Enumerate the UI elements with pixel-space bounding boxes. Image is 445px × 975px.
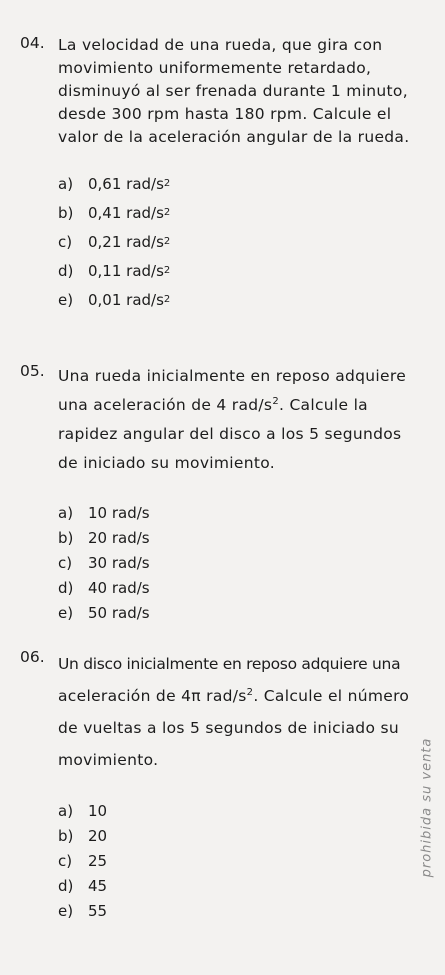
question-line: desde 300 rpm hasta 180 rpm. Calcule el [58, 105, 392, 123]
option-value: 0,11 rad/s [88, 261, 164, 280]
option-letter: a) [58, 174, 74, 193]
option-value: 20 [88, 826, 108, 845]
answer-options [58, 169, 420, 314]
option-value: 20 rad/s [88, 528, 150, 547]
answer-options [58, 500, 420, 625]
question-06 [20, 648, 420, 923]
option-letter: d) [58, 261, 74, 280]
question-line-part: aceleración de 4π rad/s [58, 687, 247, 705]
option-value: 50 rad/s [88, 603, 150, 622]
exponent: 2 [272, 395, 279, 407]
option-letter: e) [58, 290, 74, 309]
option-c[interactable] [58, 550, 420, 575]
option-b[interactable] [58, 525, 420, 550]
option-value: 55 [88, 901, 108, 920]
option-d[interactable] [58, 873, 420, 898]
question-line: de iniciado su movimiento. [58, 454, 275, 472]
question-line [58, 391, 420, 420]
question-line: Un disco inicialmente en reposo adquiere una [58, 655, 401, 673]
option-d[interactable] [58, 575, 420, 600]
option-letter: d) [58, 578, 74, 597]
option-value: 10 [88, 801, 108, 820]
option-letter: a) [58, 503, 74, 522]
question-line: Una rueda inicialmente en reposo adquiere [58, 367, 407, 385]
option-e[interactable] [58, 898, 420, 923]
option-value: 25 [88, 851, 108, 870]
option-value: 0,41 rad/s [88, 203, 164, 222]
question-number: 06. [20, 648, 45, 666]
question-number: 04. [20, 34, 45, 52]
option-a[interactable]: a) 0,61 rad/s 2 [58, 174, 171, 193]
option-letter: b) [58, 826, 74, 845]
option-value: 30 rad/s [88, 553, 150, 572]
question-line: disminuyó al ser frenada durante 1 minuto, [58, 82, 408, 100]
option-d[interactable]: d) 0,11 rad/s 2 [58, 261, 171, 280]
exponent: 2 [246, 686, 254, 698]
option-letter: d) [58, 876, 74, 895]
option-letter: b) [58, 528, 74, 547]
option-letter: a) [58, 801, 74, 820]
question-number: 05. [20, 362, 45, 380]
option-letter: e) [58, 901, 74, 920]
option-letter: c) [58, 232, 73, 251]
option-a[interactable] [58, 798, 420, 823]
question-text [58, 34, 420, 149]
question-line-part: una aceleración de 4 rad/s [58, 396, 273, 414]
option-value: 45 [88, 876, 108, 895]
question-text [58, 648, 420, 776]
option-value: 10 rad/s [88, 503, 150, 522]
question-text [58, 362, 420, 478]
question-line: movimiento. [58, 751, 159, 769]
option-a[interactable] [58, 500, 420, 525]
option-e[interactable]: e) 0,01 rad/s 2 [58, 290, 171, 309]
option-value: 0,21 rad/s [88, 232, 164, 251]
option-value: 0,61 rad/s [88, 174, 164, 193]
option-value: 40 rad/s [88, 578, 150, 597]
option-letter: c) [58, 851, 73, 870]
question-line: rapidez angular del disco a los 5 segundos [58, 425, 402, 443]
answer-options [58, 798, 420, 923]
question-04 [20, 34, 420, 314]
question-line: de vueltas a los 5 segundos de iniciado su [58, 719, 399, 737]
option-value: 0,01 rad/s [88, 290, 164, 309]
option-letter: b) [58, 203, 74, 222]
option-letter: e) [58, 603, 74, 622]
question-line: movimiento uniformemente retardado, [58, 59, 372, 77]
question-line [58, 680, 420, 712]
question-line: valor de la aceleración angular de la rueda. [58, 128, 410, 146]
option-e[interactable] [58, 600, 420, 625]
question-line-part: . Calcule el número [253, 687, 410, 705]
watermark: prohibida su venta [419, 737, 435, 878]
question-line-part: . Calcule la [278, 396, 368, 414]
option-letter: c) [58, 553, 73, 572]
question-05 [20, 362, 420, 625]
question-line: La velocidad de una rueda, que gira con [58, 36, 383, 54]
option-b[interactable] [58, 823, 420, 848]
option-b[interactable]: b) 0,41 rad/s 2 [58, 203, 171, 222]
option-c[interactable]: c) 0,21 rad/s 2 [58, 232, 171, 251]
option-c[interactable] [58, 848, 420, 873]
